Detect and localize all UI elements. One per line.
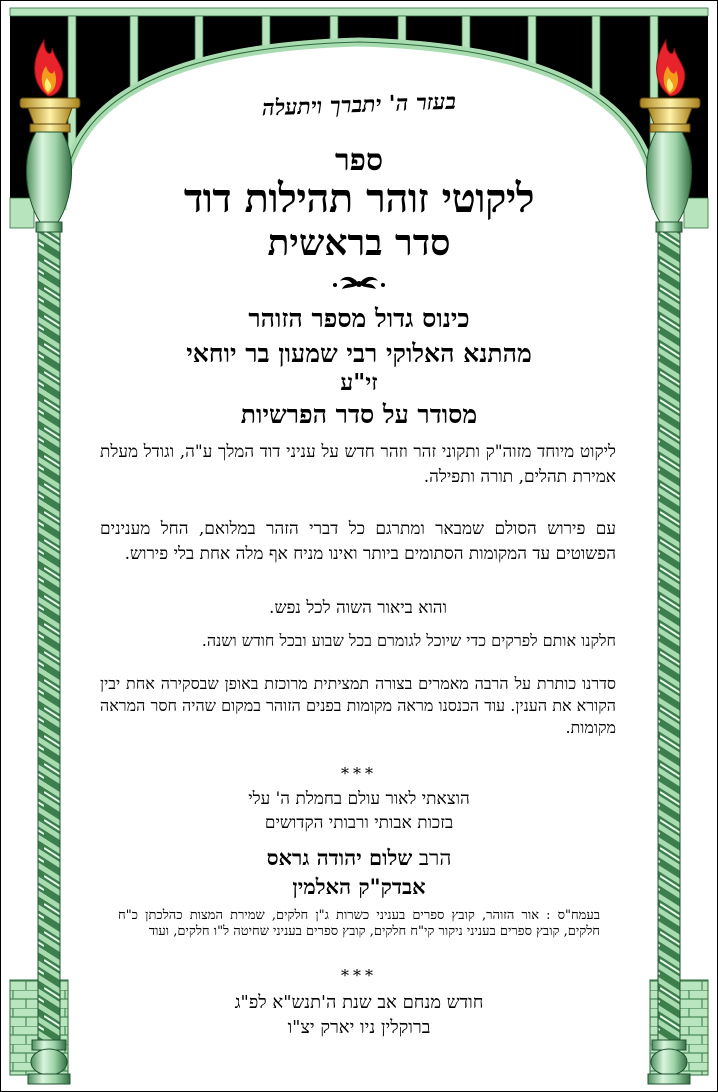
body-paragraph-2: עם פירוש הסולם שמבאר ומתרגם כל דברי הזהר במלואם, החל מענינים הפשוטים עד המקומות הסתומים ביותר ואינו מניח אף מלה אחת בלי פירוש. [100, 519, 616, 564]
flourish-ornament-icon [320, 271, 398, 297]
book-subtitle-section: סדר בראשית [267, 222, 451, 264]
body-paragraph-3: והוא ביאור השוה לכל נפש. [269, 598, 447, 618]
publication-date: חודש מנחם אב שנת ה'תנש"א לפ"ג [234, 992, 484, 1013]
subtitle-line-1: כינוס גדול מספר הזוהר [248, 304, 470, 333]
author-other-works: בעמח"ס : אור הזוהר, קובץ ספרים בעניני כשרות ג"ן חלקים, שמירת המצות כהלכתן כ"ח חלקים, קובץ ספרים בעניני ניקור קי"ח חלקים, קובץ ספרים בעניני שחיטה ל"ו חלקים, ועוד [118, 908, 600, 939]
publication-place: ברוקלין ניו יארק יצ"ו [287, 1017, 431, 1038]
sefer-label: ספר [334, 143, 384, 178]
body-paragraph-5: סדרנו כותרת על הרבה מאמרים בצורה תמציתית מרוכזת באופן שבסקירה אחת יבין הקורא את הענין. עוד הכנסנו מראה מקומות בפנים הזוהר במקום שהיה חסר המראה מקומות. [100, 674, 616, 737]
publisher-line-1: הוצאתי לאור עולם בחמלת ה' עלי [248, 789, 470, 809]
book-title: ליקוטי זוהר תהילות דוד [183, 175, 535, 222]
body-paragraph-1: ליקוט מיוחד מזוה"ק ותקוני זהר וזהר חדש על עניני דוד המלך ע"ה, וגודל מעלת אמירת תהלים, תורה ותפילה. [100, 442, 616, 487]
body-paragraph-4: חלקנו אותם לפרקים כדי שיוכל לגומרם בכל שבוע ובכל חודש ושנה. [201, 631, 616, 650]
author-title: הרב [418, 846, 452, 870]
author-position: אבדק"ק האלמין [292, 874, 426, 899]
publisher-line-2: בזכות אבותי ורבותי הקדושים [264, 813, 454, 833]
subtitle-line-4: מסודר על סדר הפרשיות [240, 400, 478, 429]
blessing-header: בעזר ה' יתברך ויתעלה [261, 88, 457, 122]
separator-stars-footer: *** [341, 966, 377, 985]
subtitle-line-3: זי"ע [340, 369, 378, 396]
subtitle-line-2: מהתנא האלוקי רבי שמעון בר יוחאי [186, 339, 532, 368]
separator-stars: *** [341, 764, 377, 783]
author-name [100, 845, 618, 871]
author-name-bold: שלום יהודה גראס [266, 845, 413, 870]
